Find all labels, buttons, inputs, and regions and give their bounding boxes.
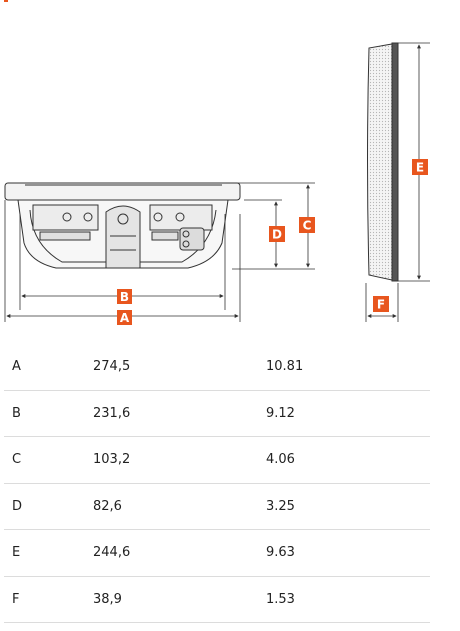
table-row <box>4 577 430 624</box>
table-row <box>4 344 430 391</box>
dimension-inch: 1.53 <box>266 591 295 607</box>
dimension-mm: 244,6 <box>93 545 131 560</box>
dimension-mm: 103,2 <box>93 452 131 467</box>
dimension-mm: 38,9 <box>93 591 122 607</box>
svg-text:B: B <box>119 290 130 304</box>
dimension-label: D <box>12 498 23 514</box>
tag-b <box>117 289 132 304</box>
svg-text:D: D <box>272 227 282 242</box>
dimension-label: C <box>12 452 22 467</box>
dimension-inch: 9.63 <box>266 545 295 560</box>
tag-e <box>412 159 428 175</box>
speaker-front-view <box>5 183 240 268</box>
dimension-label: A <box>12 359 21 374</box>
table-row <box>4 484 430 531</box>
tag-a <box>117 310 132 325</box>
svg-text:F: F <box>376 297 386 312</box>
dimension-inch: 10.81 <box>266 359 304 374</box>
table-row <box>4 391 430 438</box>
dimension-label: E <box>12 545 21 560</box>
dimension-mm: 274,5 <box>93 359 131 374</box>
svg-text:C: C <box>302 218 312 233</box>
dimensions-table <box>0 344 460 623</box>
dimension-inch: 4.06 <box>266 452 295 467</box>
dimension-label: F <box>12 591 20 607</box>
table-row <box>4 530 430 577</box>
dimension-mm: 82,6 <box>93 498 122 514</box>
dimension-label: B <box>12 405 21 421</box>
tag-c <box>299 217 315 233</box>
tag-f <box>373 296 389 312</box>
dimension-inch: 9.12 <box>266 405 295 421</box>
svg-text:A: A <box>119 311 130 325</box>
tag-d <box>269 226 285 242</box>
svg-text:E: E <box>415 160 425 175</box>
speaker-side-view <box>368 43 399 281</box>
corner-mark <box>4 0 8 2</box>
dimension-inch: 3.25 <box>266 498 295 514</box>
table-row <box>4 437 430 484</box>
dimension-mm: 231,6 <box>93 405 131 421</box>
